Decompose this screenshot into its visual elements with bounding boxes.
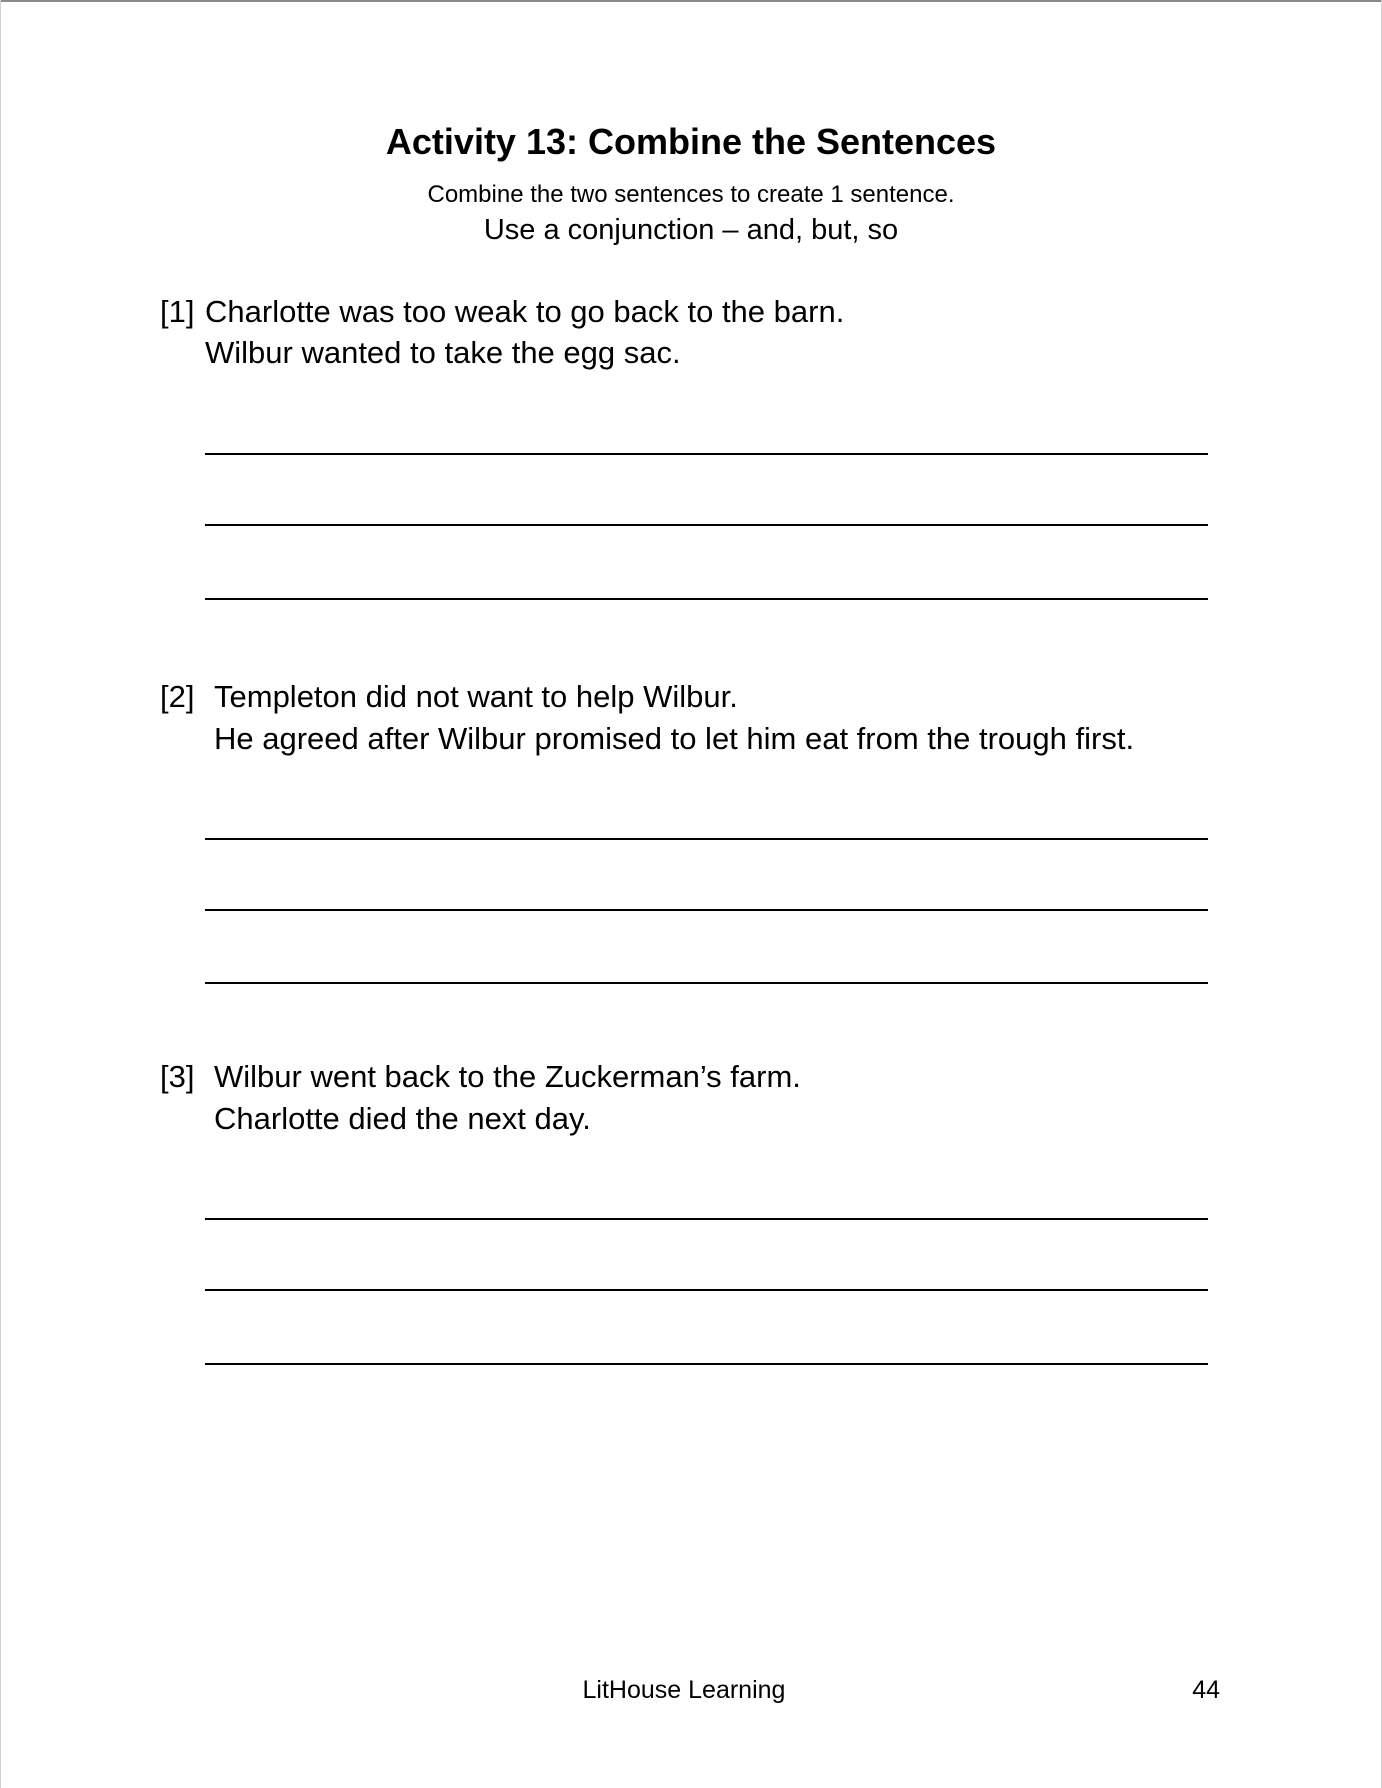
answer-line-1b[interactable] [205, 524, 1208, 526]
question-sentence-1: Templeton did not want to help Wilbur. [214, 679, 738, 714]
answer-line-1a[interactable] [205, 453, 1208, 455]
page-top-edge [0, 0, 1382, 2]
answer-line-1c[interactable] [205, 598, 1208, 600]
question-number: [3] [160, 1059, 195, 1094]
question-2 [160, 676, 1260, 766]
question-sentence-1: Charlotte was too weak to go back to the barn. [205, 294, 845, 329]
answer-line-3b[interactable] [205, 1289, 1208, 1291]
question-sentence-1: Wilbur went back to the Zuckerman’s farm. [214, 1059, 801, 1094]
page-left-edge [0, 0, 1, 1788]
question-1 [160, 291, 1260, 381]
answer-line-2b[interactable] [205, 909, 1208, 911]
instruction-line-2: Use a conjunction – and, but, so [483, 214, 899, 246]
question-number: [1] [160, 294, 195, 329]
instruction-line-1: Combine the two sentences to create 1 sentence. [427, 181, 955, 208]
answer-line-3c[interactable] [205, 1363, 1208, 1365]
question-3 [160, 1056, 1260, 1146]
answer-line-3a[interactable] [205, 1218, 1208, 1220]
answer-line-2c[interactable] [205, 982, 1208, 984]
question-number: [2] [160, 679, 195, 714]
question-sentence-2: Charlotte died the next day. [214, 1101, 591, 1136]
page-number: 44 [1192, 1676, 1220, 1704]
page-title: Activity 13: Combine the Sentences [385, 121, 997, 162]
footer-brand: LitHouse Learning [582, 1676, 786, 1704]
question-sentence-2: Wilbur wanted to take the egg sac. [205, 335, 681, 370]
answer-line-2a[interactable] [205, 838, 1208, 840]
question-sentence-2: He agreed after Wilbur promised to let him eat from the trough first. [214, 721, 1135, 756]
